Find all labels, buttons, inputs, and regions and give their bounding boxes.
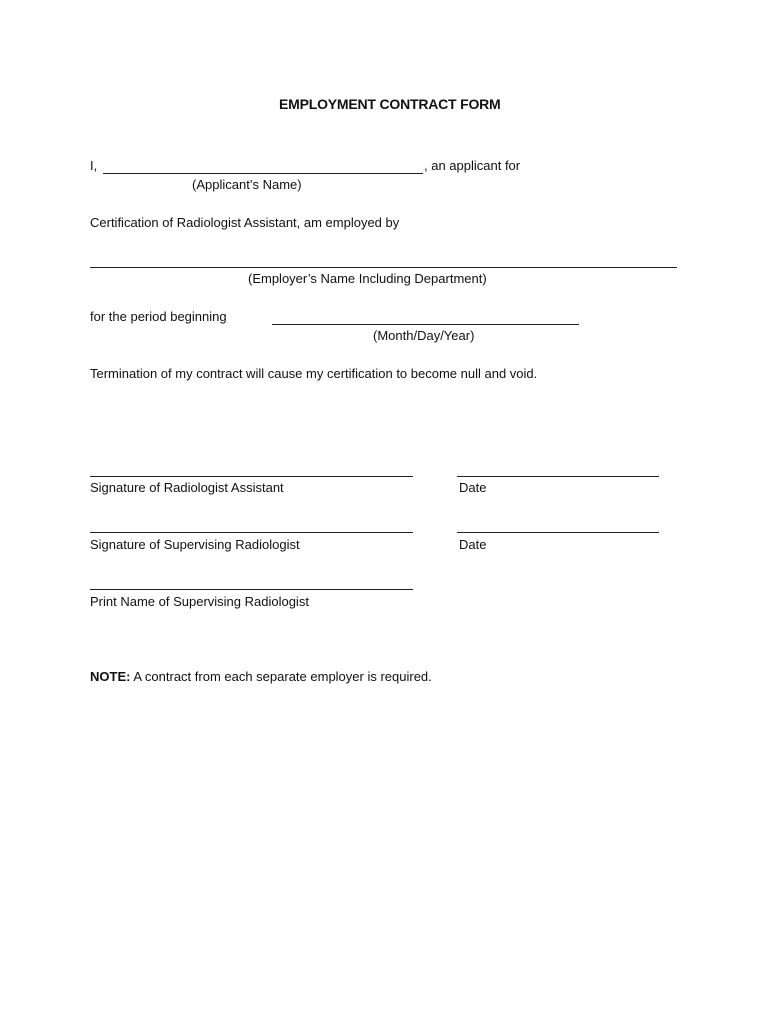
note-text: A contract from each separate employer is required. — [130, 669, 432, 684]
form-title: EMPLOYMENT CONTRACT FORM — [279, 96, 501, 112]
note-line — [90, 669, 432, 685]
period-label: for the period beginning — [90, 309, 227, 324]
supervisor-date-label: Date — [459, 537, 487, 552]
assistant-date-field[interactable] — [457, 476, 659, 477]
applicant-suffix: , an applicant for — [424, 158, 521, 173]
applicant-prefix: I, — [90, 158, 98, 173]
print-name-field[interactable] — [90, 589, 413, 590]
assistant-signature-label: Signature of Radiologist Assistant — [90, 480, 284, 495]
certification-text: Certification of Radiologist Assistant, am employed by — [90, 215, 400, 230]
employer-name-caption: (Employer’s Name Including Department) — [248, 271, 487, 286]
assistant-signature-field[interactable] — [90, 476, 413, 477]
applicant-name-caption: (Applicant’s Name) — [192, 177, 302, 192]
employer-name-field[interactable] — [90, 267, 677, 268]
supervisor-signature-label: Signature of Supervising Radiologist — [90, 537, 300, 552]
note-label: NOTE: — [90, 669, 131, 684]
period-date-field[interactable] — [272, 324, 579, 325]
supervisor-signature-field[interactable] — [90, 532, 413, 533]
period-date-caption: (Month/Day/Year) — [373, 328, 475, 343]
print-name-label: Print Name of Supervising Radiologist — [90, 594, 309, 609]
termination-text: Termination of my contract will cause my certification to become null and void. — [90, 366, 538, 381]
applicant-name-field[interactable] — [103, 173, 423, 174]
assistant-date-label: Date — [459, 480, 487, 495]
supervisor-date-field[interactable] — [457, 532, 659, 533]
